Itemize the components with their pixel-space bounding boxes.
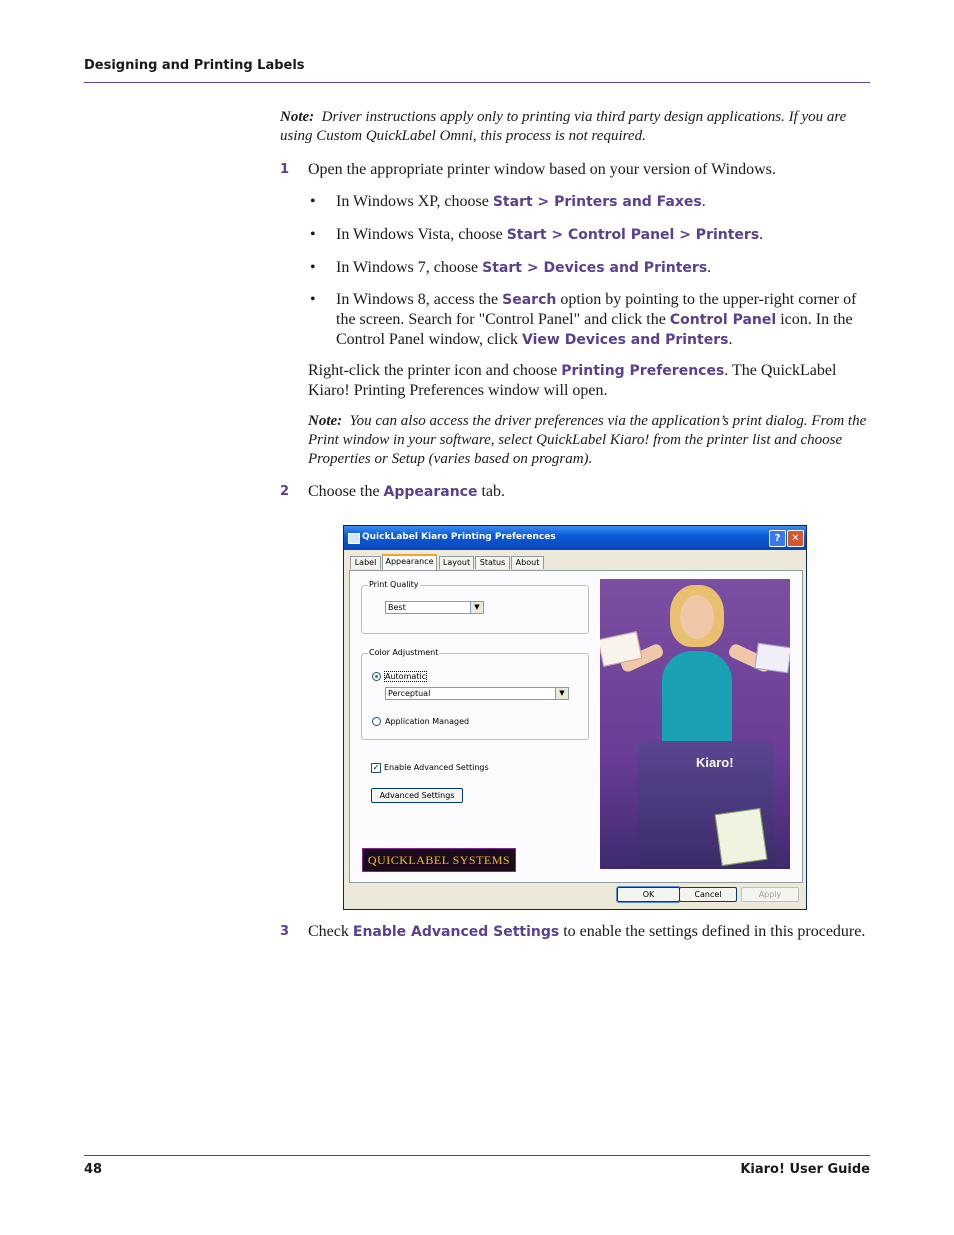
- dialog-titlebar: [344, 526, 806, 550]
- automatic-radio[interactable]: [372, 672, 381, 681]
- step-number: 3: [280, 924, 290, 939]
- step-text: Open the appropriate printer window based on your version of Windows.: [308, 161, 776, 178]
- right-click-instruction: Right-click the printer icon and choose Printing Preferences. The QuickLabel Kiaro! Printing Preferences window will open.: [308, 362, 837, 399]
- printer-product-photo: [600, 579, 790, 869]
- menu-path: Search: [502, 292, 557, 308]
- bullet-dot: •: [310, 259, 316, 276]
- enable-advanced-label: Enable Advanced Settings: [384, 763, 489, 772]
- ok-button[interactable]: OK: [617, 887, 680, 902]
- note-label: Note:: [280, 109, 315, 125]
- print-quality-select[interactable]: [385, 601, 484, 614]
- color-adjustment-value: Perceptual: [388, 689, 431, 698]
- menu-path: Appearance: [383, 484, 478, 500]
- color-adjustment-select[interactable]: [385, 687, 569, 700]
- menu-path: Control Panel: [669, 312, 777, 328]
- section-header: Designing and Printing Labels: [84, 58, 305, 73]
- tab-appearance[interactable]: Appearance: [382, 554, 437, 571]
- apply-button[interactable]: Apply: [741, 887, 799, 902]
- help-button[interactable]: ?: [769, 530, 786, 547]
- note-text: You can also access the driver preferences via the application’s print dialog. From the Print window in your software, select QuickLabel Kiaro! from the printer list and choose Properties or Setup (varies based on program).: [308, 413, 867, 467]
- step-number: 2: [280, 484, 290, 499]
- footer-rule: [84, 1155, 870, 1156]
- tab-label[interactable]: Label: [350, 556, 381, 569]
- note-label: Note:: [308, 413, 343, 429]
- enable-advanced-checkbox[interactable]: ✓: [372, 763, 380, 772]
- bullet-dot: •: [310, 226, 316, 243]
- chevron-down-icon: ▼: [555, 688, 568, 699]
- dialog-title: QuickLabel Kiaro Printing Preferences: [362, 532, 556, 542]
- menu-path: Printing Preferences: [561, 363, 725, 379]
- tab-layout[interactable]: Layout: [439, 556, 474, 569]
- printing-preferences-dialog: [343, 525, 807, 910]
- note-text: Driver instructions apply only to printing via third party design applications. If you are using Custom QuickLabel Omni, this process is not required.: [280, 109, 847, 144]
- person-face: [680, 595, 714, 639]
- printed-label: [715, 808, 768, 866]
- automatic-label: Automatic: [385, 672, 427, 681]
- printer-icon: [348, 533, 360, 544]
- bullet-dot: •: [310, 193, 316, 210]
- menu-path: View Devices and Printers: [522, 332, 729, 348]
- printer-brand-logo: Kiaro!: [696, 755, 734, 770]
- print-quality-value: Best: [388, 603, 406, 612]
- bullet-dot: •: [310, 291, 316, 308]
- menu-path: Start > Devices and Printers: [482, 260, 708, 276]
- menu-path: Start > Control Panel > Printers: [506, 227, 760, 243]
- print-quality-group: [361, 580, 589, 634]
- color-adjustment-label: Color Adjustment: [369, 648, 439, 657]
- tab-about[interactable]: About: [511, 556, 544, 569]
- application-managed-radio[interactable]: [372, 717, 381, 726]
- step-text: Choose the Appearance tab.: [308, 483, 506, 500]
- note-print-dialog: [308, 412, 872, 469]
- menu-path: Enable Advanced Settings: [352, 924, 560, 940]
- page-number: 48: [84, 1162, 103, 1177]
- cancel-button[interactable]: Cancel: [679, 887, 737, 902]
- close-button[interactable]: ✕: [787, 530, 804, 547]
- label-box-right: [754, 643, 790, 673]
- chevron-down-icon: ▼: [470, 602, 483, 613]
- application-managed-label: Application Managed: [385, 717, 470, 726]
- step-text: Check Enable Advanced Settings to enable the settings defined in this procedure.: [308, 923, 866, 940]
- menu-path: Start > Printers and Faxes: [492, 194, 702, 210]
- appearance-panel: [349, 570, 803, 883]
- guide-title: Kiaro! User Guide: [740, 1162, 870, 1177]
- advanced-settings-button[interactable]: Advanced Settings: [371, 788, 463, 803]
- note-third-party: [280, 108, 872, 146]
- print-quality-label: Print Quality: [369, 580, 419, 589]
- tab-status[interactable]: Status: [475, 556, 510, 569]
- header-rule: [84, 82, 870, 83]
- quicklabel-logo: QUICKLABEL SYSTEMS: [362, 848, 516, 872]
- color-adjustment-group: [361, 648, 589, 740]
- step-number: 1: [280, 162, 290, 177]
